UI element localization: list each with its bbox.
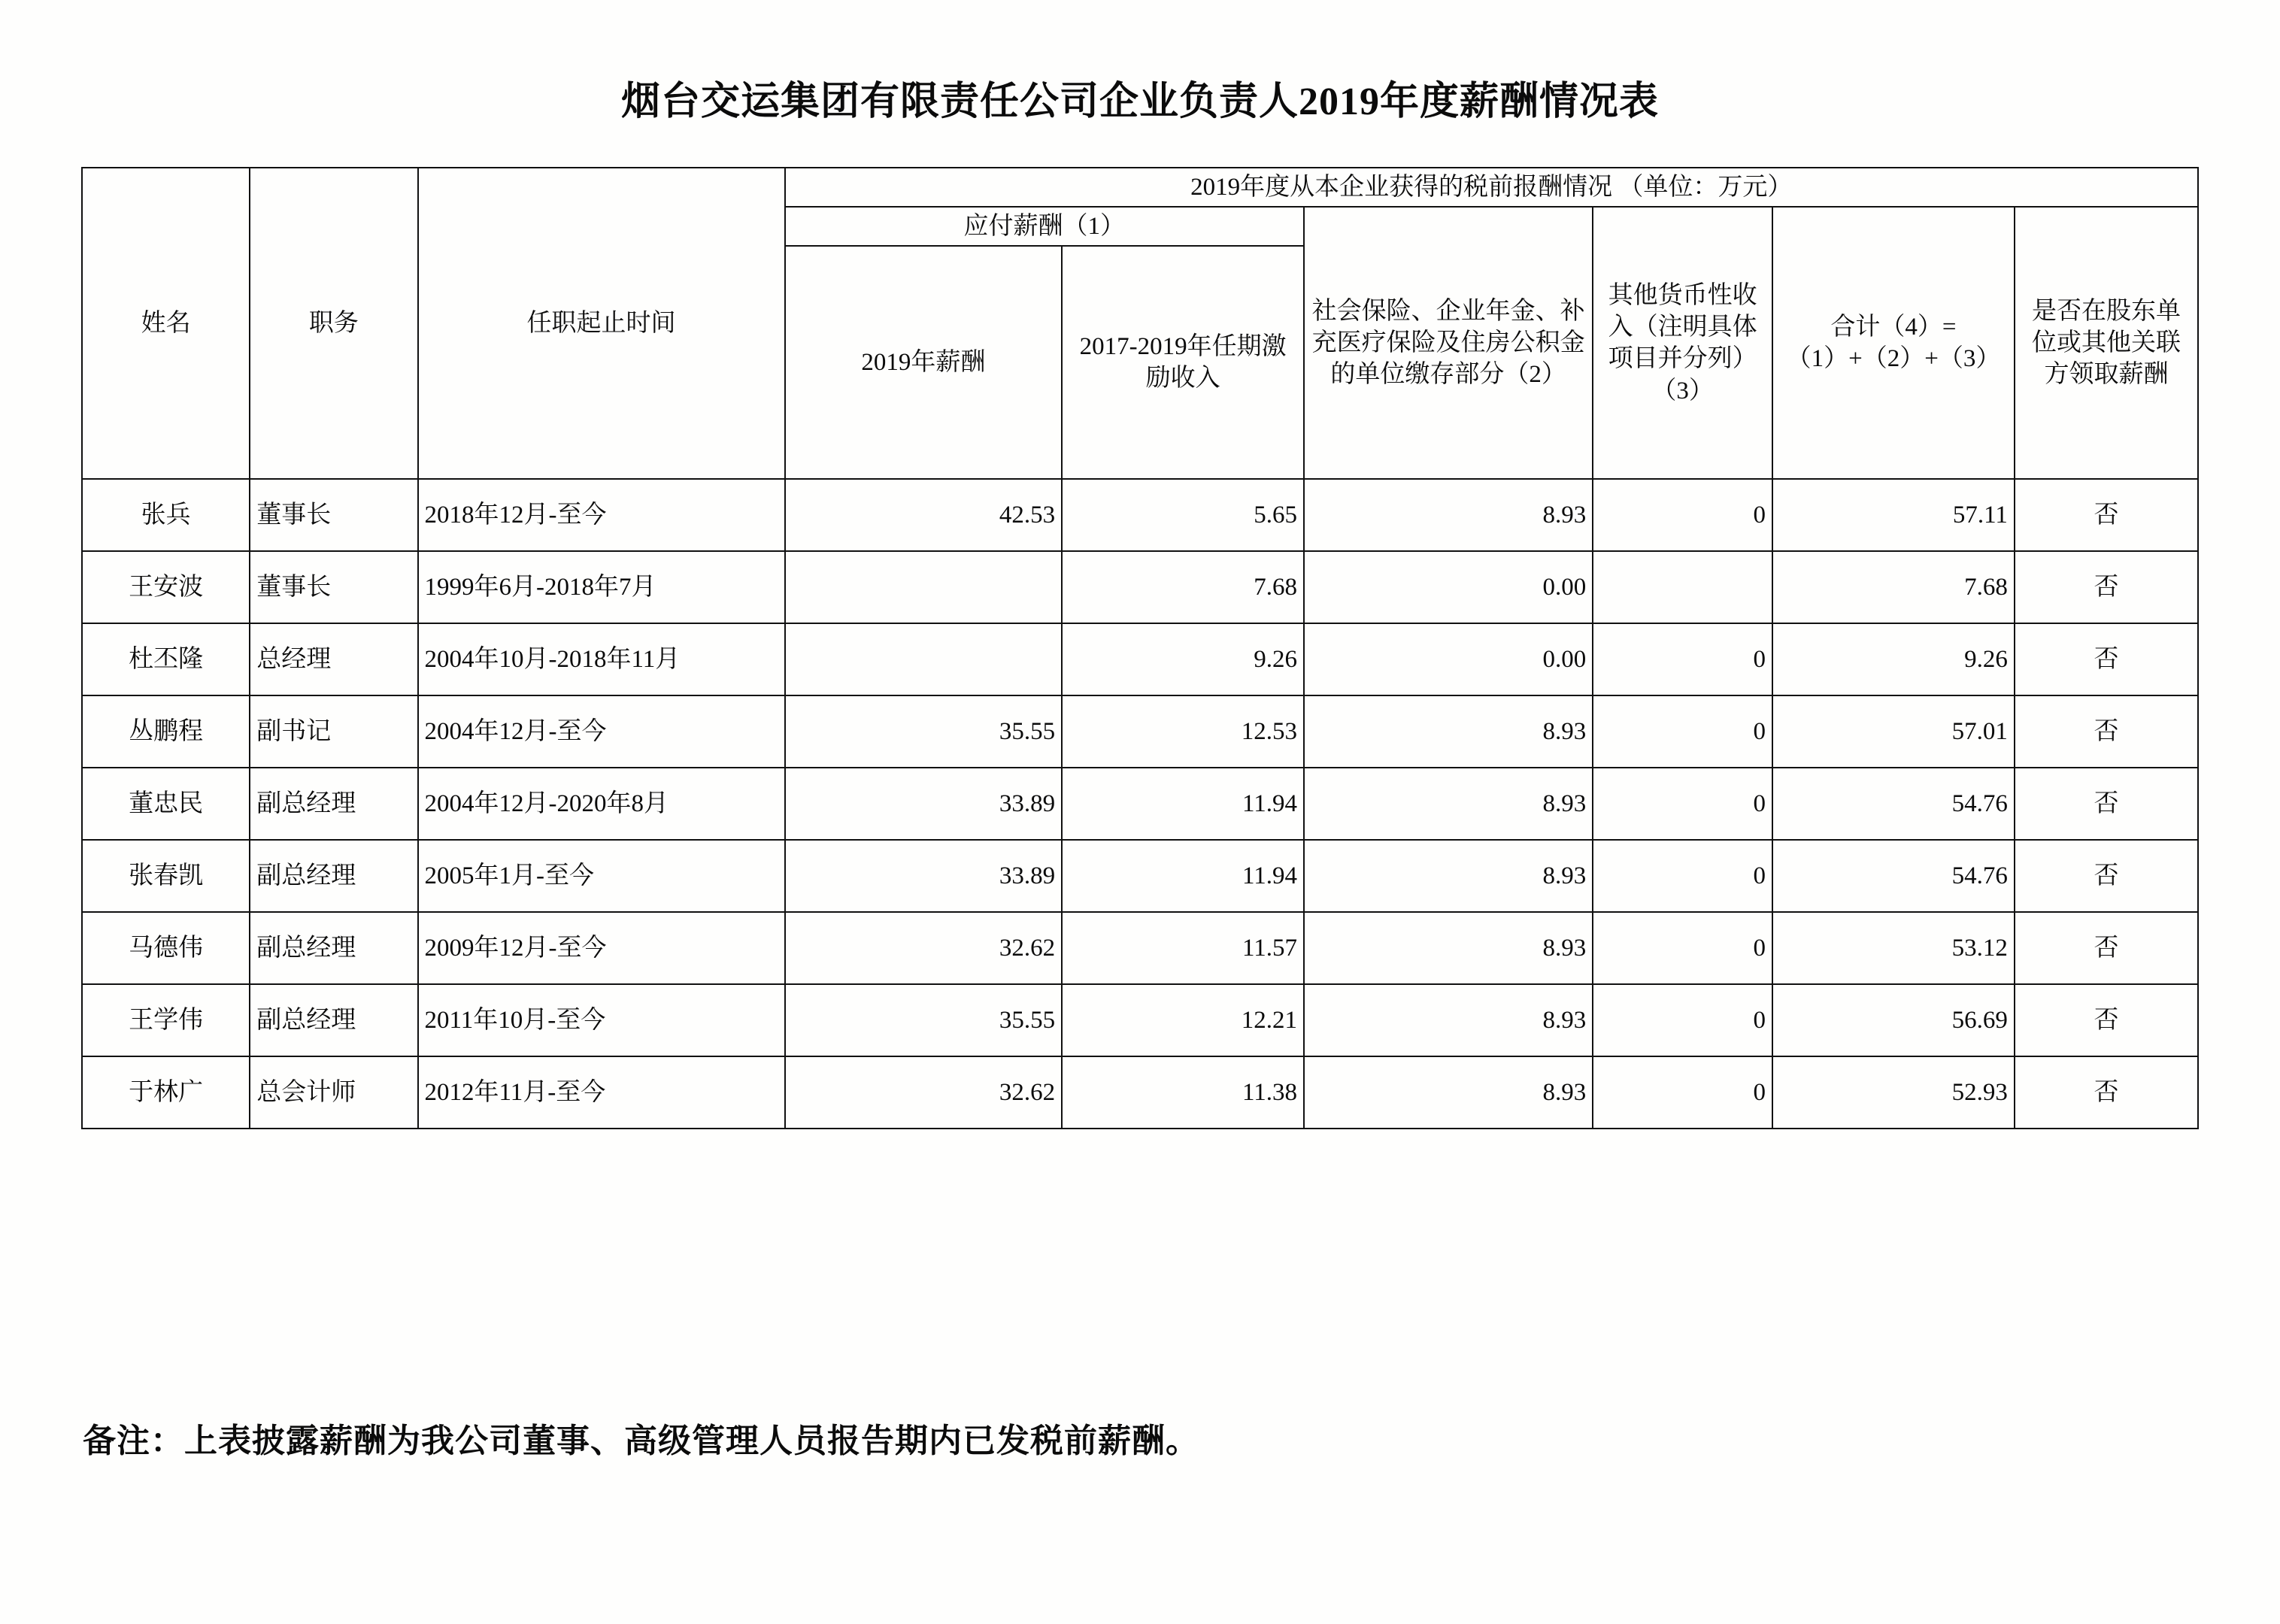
cell-related: 否 — [2015, 984, 2198, 1056]
cell-salary-2019: 42.53 — [785, 479, 1063, 551]
cell-name: 丛鹏程 — [82, 695, 250, 768]
cell-salary-2019: 35.55 — [785, 984, 1063, 1056]
cell-social: 0.00 — [1304, 623, 1593, 695]
cell-other: 0 — [1593, 912, 1772, 984]
cell-incentive: 12.21 — [1062, 984, 1304, 1056]
cell-post: 副总经理 — [250, 912, 417, 984]
header-row-group — [82, 168, 2198, 207]
cell-term: 2004年12月-2020年8月 — [418, 768, 785, 840]
cell-post: 董事长 — [250, 479, 417, 551]
compensation-table — [81, 167, 2199, 1129]
cell-social: 8.93 — [1304, 1056, 1593, 1129]
cell-incentive: 11.94 — [1062, 768, 1304, 840]
column-header-payable: 应付薪酬（1） — [785, 207, 1305, 246]
cell-salary-2019: 33.89 — [785, 768, 1063, 840]
cell-other: 0 — [1593, 479, 1772, 551]
page-title: 烟台交运集团有限责任公司企业负责人2019年度薪酬情况表 — [620, 80, 1659, 123]
cell-total: 52.93 — [1772, 1056, 2015, 1129]
column-header-term: 任职起止时间 — [418, 168, 785, 479]
column-header-total: 合计（4）=（1）+（2）+（3） — [1772, 207, 2015, 479]
cell-salary-2019: 33.89 — [785, 840, 1063, 912]
table-row — [82, 912, 2198, 984]
table-note: 备注：上表披露薪酬为我公司董事、高级管理人员报告期内已发税前薪酬。 — [83, 1423, 1199, 1459]
cell-related: 否 — [2015, 1056, 2198, 1129]
column-header-incentive: 2017-2019年任期激励收入 — [1062, 246, 1304, 479]
cell-name: 王学伟 — [82, 984, 250, 1056]
column-header-post: 职务 — [250, 168, 417, 479]
column-header-social: 社会保险、企业年金、补充医疗保险及住房公积金的单位缴存部分（2） — [1304, 207, 1593, 479]
cell-post: 副总经理 — [250, 840, 417, 912]
cell-total: 54.76 — [1772, 768, 2015, 840]
cell-related: 否 — [2015, 623, 2198, 695]
cell-total: 7.68 — [1772, 551, 2015, 623]
column-header-group: 2019年度从本企业获得的税前报酬情况 （单位：万元） — [785, 168, 2198, 207]
table-row — [82, 695, 2198, 768]
cell-incentive: 11.94 — [1062, 840, 1304, 912]
cell-term: 2018年12月-至今 — [418, 479, 785, 551]
cell-name: 张兵 — [82, 479, 250, 551]
cell-related: 否 — [2015, 840, 2198, 912]
table-row — [82, 623, 2198, 695]
cell-other: 0 — [1593, 984, 1772, 1056]
table-header — [82, 168, 2198, 479]
cell-total: 54.76 — [1772, 840, 2015, 912]
column-header-salary-2019: 2019年薪酬 — [785, 246, 1063, 479]
cell-incentive: 11.57 — [1062, 912, 1304, 984]
cell-other: 0 — [1593, 840, 1772, 912]
column-header-related: 是否在股东单位或其他关联方领取薪酬 — [2015, 207, 2198, 479]
cell-post: 副总经理 — [250, 768, 417, 840]
cell-name: 马德伟 — [82, 912, 250, 984]
table-body — [82, 479, 2198, 1129]
cell-related: 否 — [2015, 695, 2198, 768]
cell-social: 8.93 — [1304, 695, 1593, 768]
cell-total: 57.01 — [1772, 695, 2015, 768]
table-row — [82, 768, 2198, 840]
cell-salary-2019: 32.62 — [785, 912, 1063, 984]
cell-incentive: 11.38 — [1062, 1056, 1304, 1129]
table-row — [82, 551, 2198, 623]
cell-salary-2019 — [785, 623, 1063, 695]
cell-post: 副书记 — [250, 695, 417, 768]
cell-post: 总经理 — [250, 623, 417, 695]
cell-incentive: 5.65 — [1062, 479, 1304, 551]
cell-total: 53.12 — [1772, 912, 2015, 984]
column-header-other: 其他货币性收入（注明具体项目并分列）（3） — [1593, 207, 1772, 479]
cell-other — [1593, 551, 1772, 623]
cell-social: 8.93 — [1304, 912, 1593, 984]
cell-related: 否 — [2015, 912, 2198, 984]
cell-term: 1999年6月-2018年7月 — [418, 551, 785, 623]
cell-total: 9.26 — [1772, 623, 2015, 695]
cell-term: 2009年12月-至今 — [418, 912, 785, 984]
table-row — [82, 984, 2198, 1056]
cell-post: 总会计师 — [250, 1056, 417, 1129]
cell-related: 否 — [2015, 551, 2198, 623]
cell-salary-2019 — [785, 551, 1063, 623]
cell-incentive: 9.26 — [1062, 623, 1304, 695]
cell-salary-2019: 35.55 — [785, 695, 1063, 768]
table-row — [82, 1056, 2198, 1129]
cell-post: 董事长 — [250, 551, 417, 623]
cell-name: 张春凯 — [82, 840, 250, 912]
cell-social: 0.00 — [1304, 551, 1593, 623]
table-row — [82, 479, 2198, 551]
cell-term: 2005年1月-至今 — [418, 840, 785, 912]
table-row — [82, 840, 2198, 912]
cell-related: 否 — [2015, 479, 2198, 551]
cell-incentive: 12.53 — [1062, 695, 1304, 768]
cell-social: 8.93 — [1304, 840, 1593, 912]
cell-related: 否 — [2015, 768, 2198, 840]
cell-salary-2019: 32.62 — [785, 1056, 1063, 1129]
cell-incentive: 7.68 — [1062, 551, 1304, 623]
cell-name: 杜丕隆 — [82, 623, 250, 695]
cell-other: 0 — [1593, 695, 1772, 768]
cell-total: 56.69 — [1772, 984, 2015, 1056]
cell-term: 2012年11月-至今 — [418, 1056, 785, 1129]
cell-term: 2004年10月-2018年11月 — [418, 623, 785, 695]
cell-other: 0 — [1593, 623, 1772, 695]
cell-term: 2011年10月-至今 — [418, 984, 785, 1056]
column-header-name: 姓名 — [82, 168, 250, 479]
cell-post: 副总经理 — [250, 984, 417, 1056]
cell-other: 0 — [1593, 1056, 1772, 1129]
cell-name: 董忠民 — [82, 768, 250, 840]
cell-name: 于林广 — [82, 1056, 250, 1129]
cell-social: 8.93 — [1304, 768, 1593, 840]
cell-name: 王安波 — [82, 551, 250, 623]
cell-total: 57.11 — [1772, 479, 2015, 551]
cell-social: 8.93 — [1304, 479, 1593, 551]
cell-other: 0 — [1593, 768, 1772, 840]
cell-social: 8.93 — [1304, 984, 1593, 1056]
cell-term: 2004年12月-至今 — [418, 695, 785, 768]
